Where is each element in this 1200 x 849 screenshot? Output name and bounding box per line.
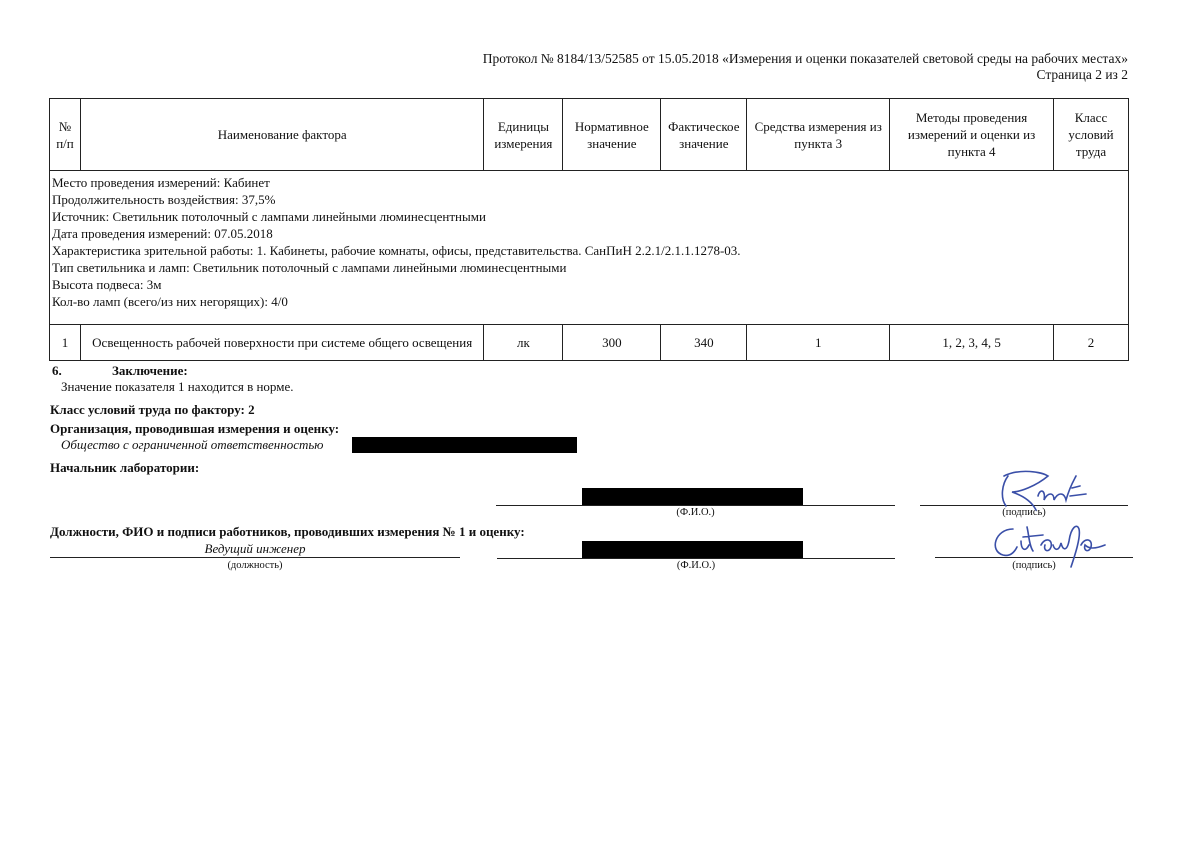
cell-instruments: 1 — [747, 325, 890, 361]
conclusion-text: Значение показателя 1 находится в норме. — [61, 379, 294, 394]
redaction-bar — [582, 541, 803, 558]
info-line: Характеристика зрительной работы: 1. Кабинеты, рабочие комнаты, офисы, представительства. СанПиН 2.2.1/2.1.1.1278-03. — [52, 243, 741, 258]
signature-icon — [990, 466, 1090, 518]
fio-caption: (Ф.И.О.) — [676, 560, 716, 571]
cell-norm: 300 — [563, 325, 661, 361]
table-row — [50, 325, 1129, 361]
signature-icon — [985, 515, 1125, 573]
col-header-instruments: Средства измерения из пункта 3 — [747, 99, 890, 171]
org-title: Организация, проводившая измерения и оценку: — [50, 421, 340, 436]
info-line: Тип светильника и ламп: Светильник потолочный с лампами линейными люминесцентными — [52, 260, 567, 275]
col-header-norm: Нормативное значение — [563, 99, 661, 171]
info-line: Высота подвеса: 3м — [52, 277, 162, 292]
page-counter: Страница 2 из 2 — [1036, 67, 1128, 82]
position-caption: (должность) — [227, 560, 283, 571]
cell-units: лк — [484, 325, 563, 361]
col-header-factor: Наименование фактора — [80, 99, 483, 171]
conclusion-number: 6. — [52, 363, 62, 378]
col-header-methods: Методы проведения измерений и оценки из пункта 4 — [890, 99, 1054, 171]
cell-num: 1 — [50, 325, 81, 361]
col-header-actual: Фактическое значение — [661, 99, 747, 171]
fio-line — [497, 558, 895, 559]
cell-actual: 340 — [661, 325, 747, 361]
worker-position: Ведущий инженер — [204, 541, 306, 556]
info-line: Место проведения измерений: Кабинет — [52, 175, 270, 190]
col-header-num: № п/п — [50, 99, 81, 171]
table-header-row — [50, 99, 1129, 171]
redaction-bar — [352, 437, 577, 453]
col-header-units: Единицы измерения — [484, 99, 563, 171]
measurement-info — [50, 171, 1129, 325]
measurement-table — [49, 98, 1129, 361]
fio-line — [496, 505, 895, 506]
fio-caption: (Ф.И.О.) — [676, 507, 715, 518]
redaction-bar — [582, 488, 803, 505]
position-line — [50, 557, 460, 558]
org-name: Общество с ограниченной ответственностью — [61, 437, 324, 452]
info-line: Продолжительность воздействия: 37,5% — [52, 192, 276, 207]
cell-factor: Освещенность рабочей поверхности при системе общего освещения — [80, 325, 483, 361]
info-line: Кол-во ламп (всего/из них негорящих): 4/0 — [52, 294, 288, 309]
signature-caption: (подпись) — [1002, 507, 1046, 518]
measurement-info-row — [50, 171, 1129, 325]
cell-methods: 1, 2, 3, 4, 5 — [890, 325, 1054, 361]
col-header-class: Класс условий труда — [1053, 99, 1128, 171]
cell-class: 2 — [1053, 325, 1128, 361]
signature-caption: (подпись) — [1012, 560, 1056, 571]
protocol-title: Протокол № 8184/13/52585 от 15.05.2018 «Измерения и оценки показателей световой среды на рабочих местах» — [482, 51, 1128, 66]
lab-head-title: Начальник лаборатории: — [50, 460, 200, 475]
info-line: Дата проведения измерений: 07.05.2018 — [52, 226, 273, 241]
work-class-line: Класс условий труда по фактору: 2 — [50, 402, 255, 417]
conclusion-title: Заключение: — [112, 363, 188, 378]
info-line: Источник: Светильник потолочный с лампами линейными люминесцентными — [52, 209, 486, 224]
workers-title: Должности, ФИО и подписи работников, проводивших измерения № 1 и оценку: — [50, 524, 525, 539]
